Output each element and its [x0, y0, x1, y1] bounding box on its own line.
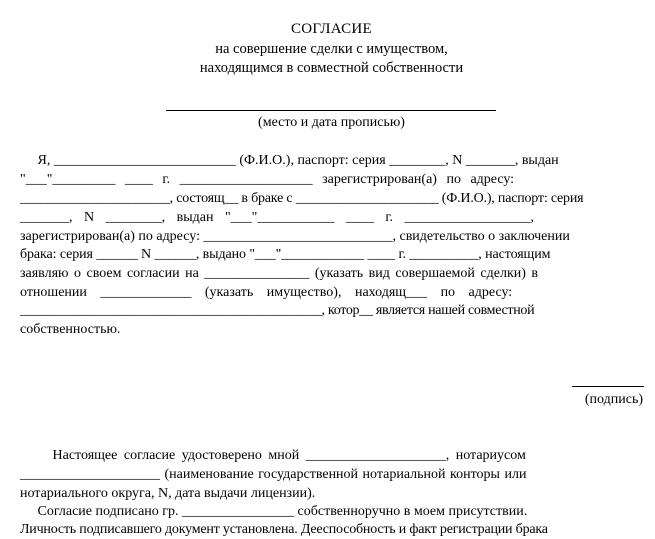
body-line: _______, N ________, выдан "___"___________ ____ г. __________________,: [20, 210, 535, 225]
body-line: заявляю о своем согласии на _______________ (указать вид совершаемой сделки) в: [20, 266, 539, 281]
notary-line: нотариального округа, N, дата выдачи лицензии).: [20, 486, 316, 501]
signature-caption: (подпись): [584, 392, 643, 407]
notary-line: Согласие подписано гр. ________________ собственноручно в моем присутствии.: [20, 504, 528, 519]
signature-underline: [572, 386, 644, 387]
body-line: зарегистрирован(а) по адресу: ___________________________, свидетельство о заключении: [20, 229, 570, 244]
document-subtitle-line-1: на совершение сделки с имуществом,: [215, 41, 448, 57]
body-line: брака: серия ______ N ______, выдано "___"____________ ____ г. __________, настоящим: [20, 247, 551, 262]
body-line: "___"_________ ____ г. ___________________ зарегистрирован(а) по адресу:: [20, 172, 515, 187]
body-line: ______________________, состоящ__ в браке с _____________________ (Ф.И.О.), паспорт: серия: [20, 191, 584, 206]
body-line: Я, __________________________ (Ф.И.О.), паспорт: серия ________, N _______, выдан: [20, 153, 559, 168]
document-subtitle-line-2: находящимся в совместной собственности: [199, 60, 464, 76]
notary-line: ____________________ (наименование государственной нотариальной конторы или: [20, 467, 527, 482]
body-line: собственностью.: [20, 322, 121, 337]
notary-line: Личность подписавшего документ установлена. Дееспособность и факт регистрации брака: [20, 522, 548, 537]
body-line: _____________________________________________, котор__ является нашей совместной: [20, 303, 535, 318]
place-date-underline: [166, 110, 496, 111]
notary-line: Настоящее согласие удостоверено мной ____________________, нотариусом: [20, 448, 526, 463]
place-date-caption: (место и дата прописью): [258, 115, 405, 130]
document-title: СОГЛАСИЕ: [290, 21, 373, 37]
body-line: отношении _____________ (указать имущество), находящ___ по адресу:: [20, 285, 513, 300]
